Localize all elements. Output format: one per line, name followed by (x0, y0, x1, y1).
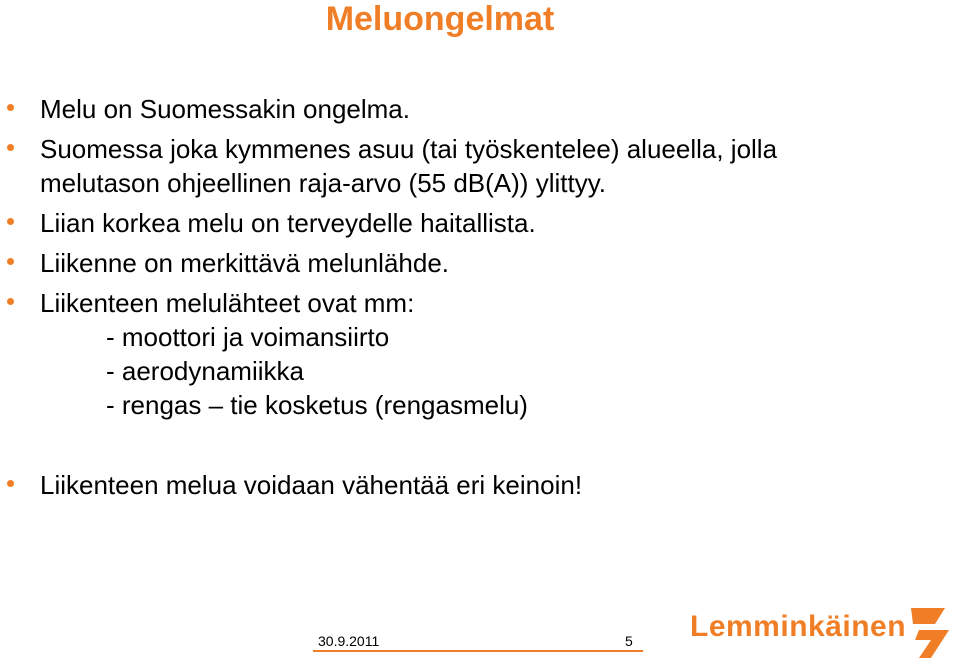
page-number: 5 (625, 633, 633, 649)
bullet-dot-icon (7, 258, 14, 265)
bullet-dot-icon (7, 480, 14, 487)
bullet-item (0, 246, 960, 280)
bullet-text: Melu on Suomessakin ongelma. (40, 94, 410, 124)
bullet-dot-icon (7, 298, 14, 305)
bullet-text: Liikenne on merkittävä melunlähde. (40, 248, 450, 278)
bullet-item (0, 468, 960, 502)
footer-divider (313, 650, 643, 652)
bullet-text: Liikenteen melulähteet ovat mm: (40, 288, 415, 318)
logo-text: Lemminkäinen (690, 610, 907, 643)
bullet-text: Liian korkea melu on terveydelle haitallista. (40, 208, 536, 238)
bullet-text: Liikenteen melua voidaan vähentää eri keinoin! (40, 470, 583, 500)
slide-title: Meluongelmat (325, 0, 555, 38)
bullet-list (0, 92, 960, 502)
bullet-dot-icon (7, 218, 14, 225)
company-logo (690, 600, 955, 660)
bullet-text: Suomessa joka kymmenes asuu (tai työskentelee) alueella, jolla (40, 134, 778, 164)
bullet-item (0, 206, 960, 240)
sub-item: - moottori ja voimansiirto (106, 322, 390, 352)
sub-item: - rengas – tie kosketus (rengasmelu) (106, 390, 528, 420)
lemminkainen-logo-icon (905, 600, 955, 660)
bullet-item (0, 286, 960, 422)
bullet-dot-icon (7, 144, 14, 151)
bullet-text: melutason ohjeellinen raja-arvo (55 dB(A)) ylittyy. (40, 168, 606, 198)
bullet-item (0, 132, 960, 200)
sub-item: - aerodynamiikka (106, 356, 304, 386)
bullet-item (0, 92, 960, 126)
footer-date: 30.9.2011 (318, 633, 380, 649)
bullet-dot-icon (7, 104, 14, 111)
